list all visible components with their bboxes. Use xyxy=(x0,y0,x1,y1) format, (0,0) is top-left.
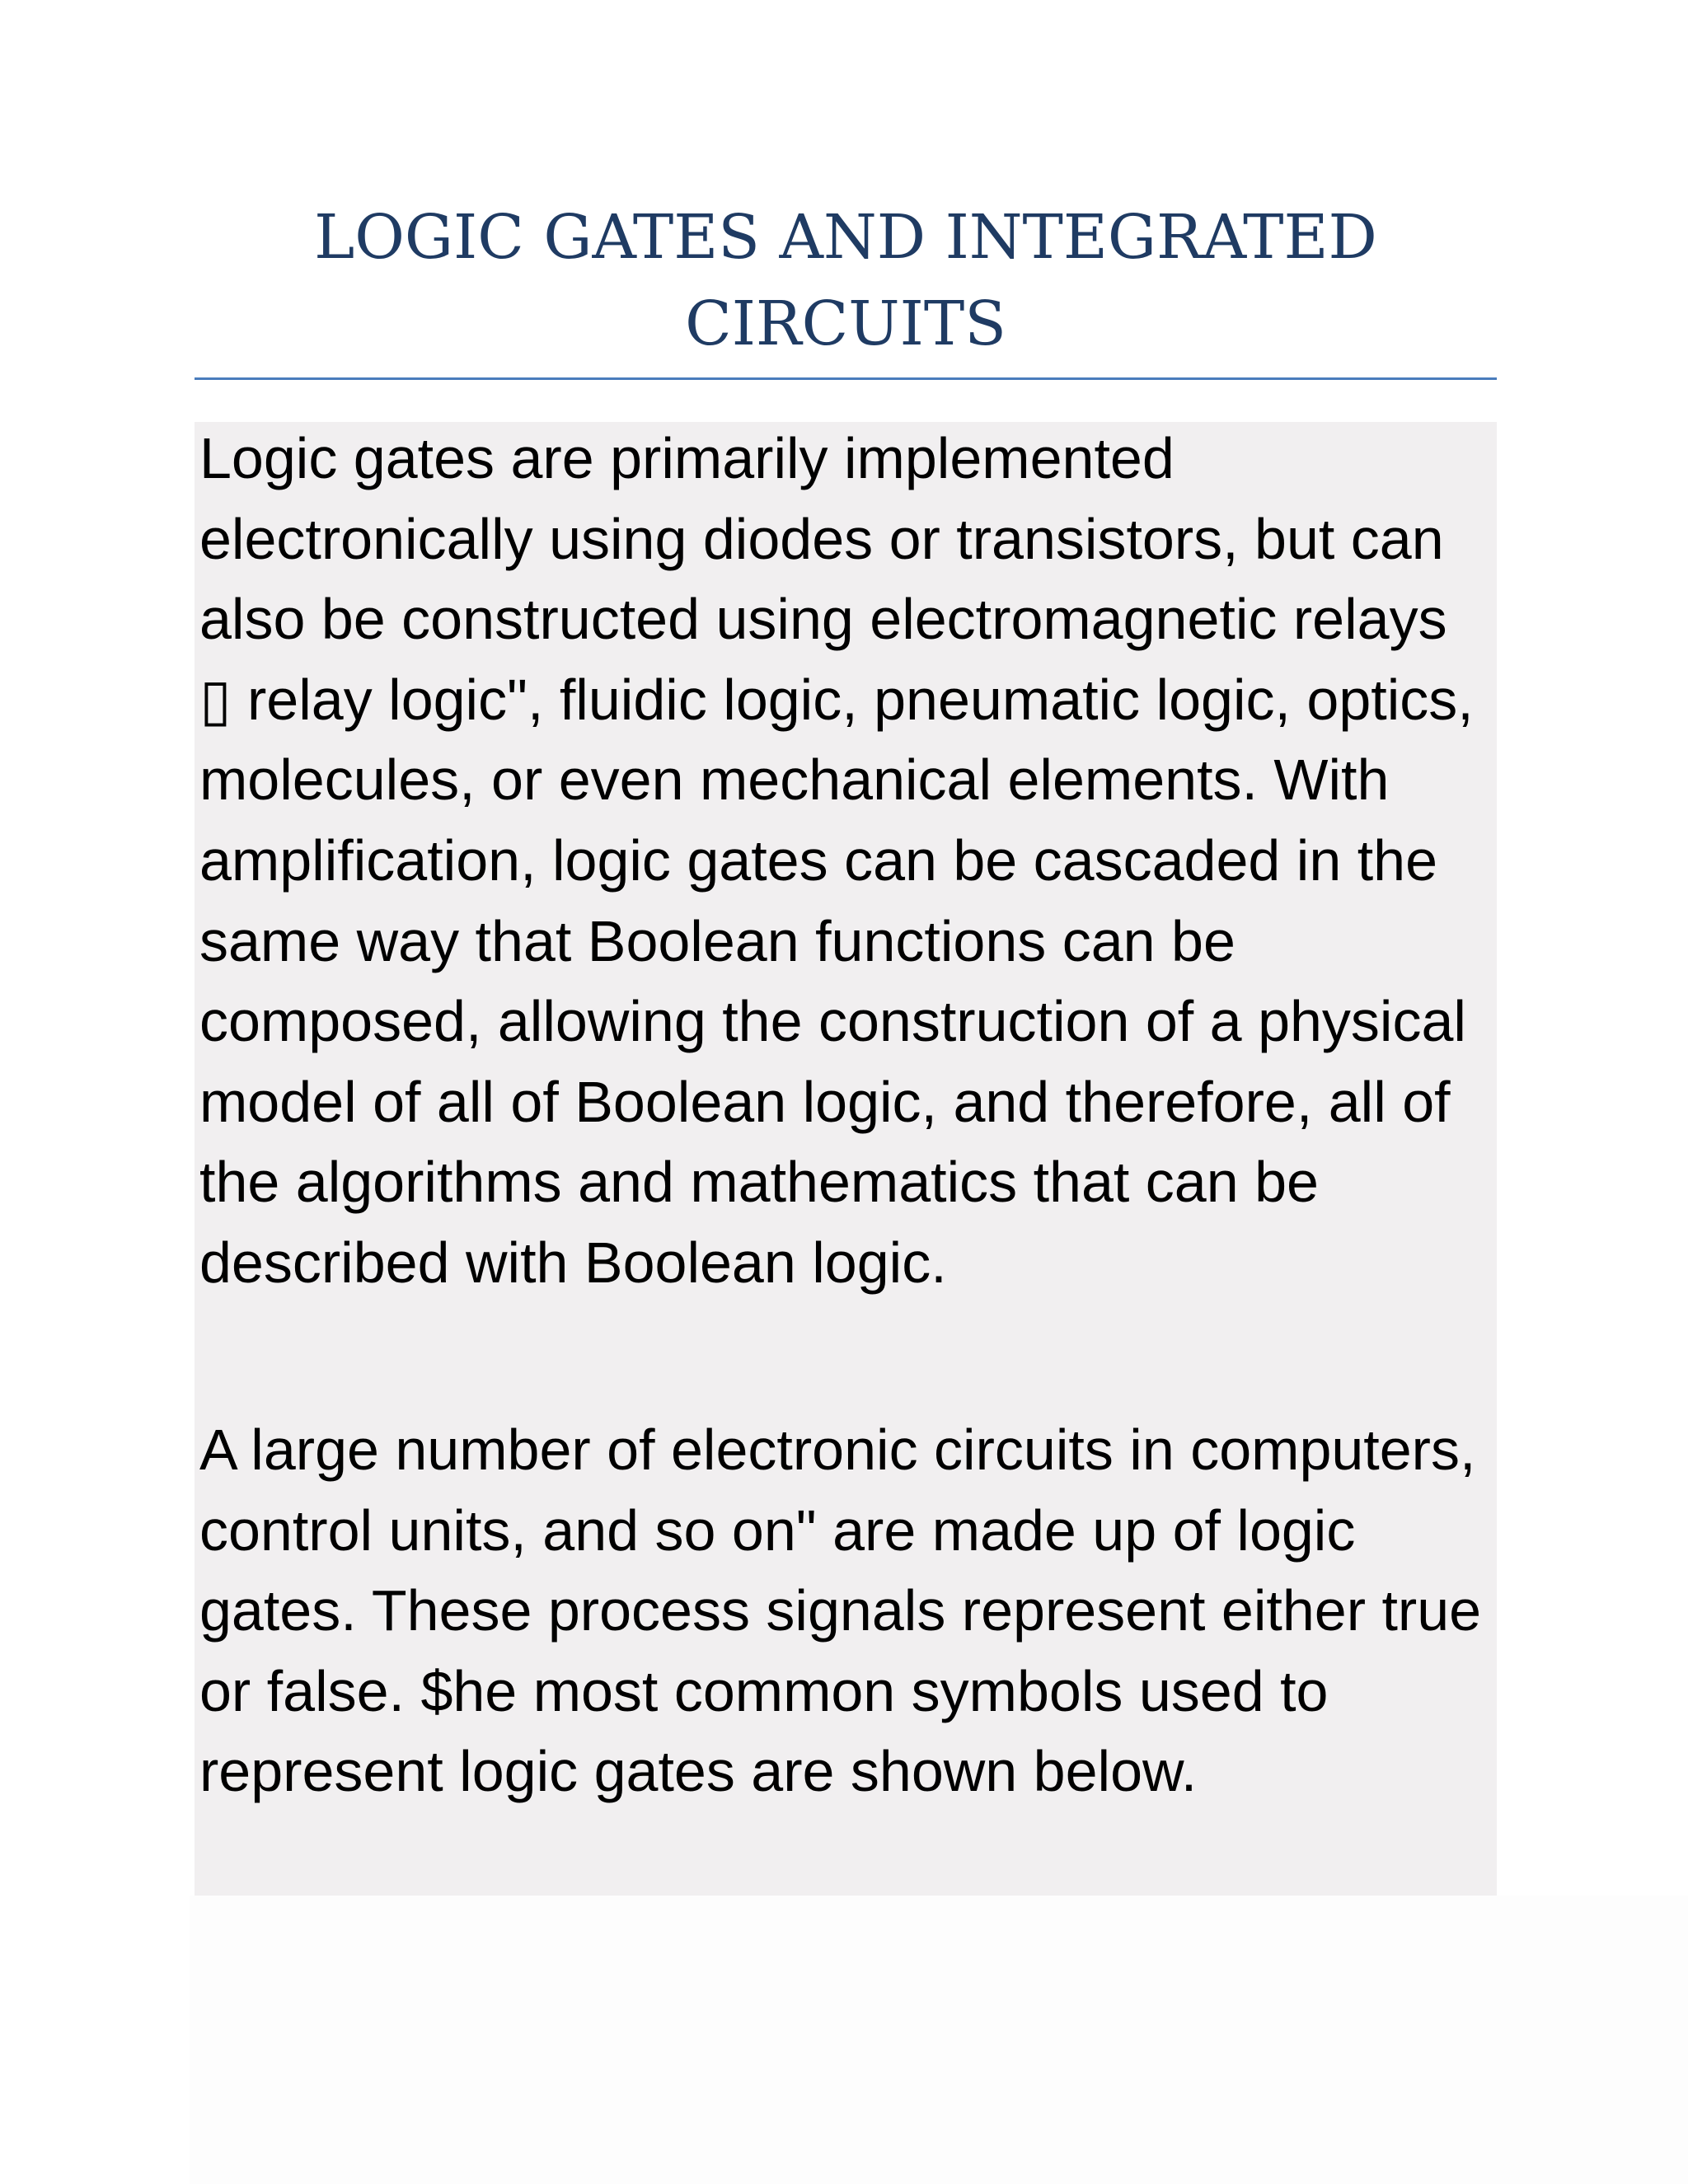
title-divider xyxy=(195,377,1497,380)
paragraph-logic-gates-usage: A large number of electronic circuits in computers, control units, and so on" are made up of logic gates. These process signals represent either true or false. $he most common symbols used to represent logic gates are shown below. xyxy=(199,1418,1482,1804)
page-title: LOGIC GATES AND INTEGRATED CIRCUITS xyxy=(314,202,1377,359)
page-shadow xyxy=(190,1896,1688,2184)
paragraph-logic-gates-implementation: Logic gates are primarily implemented electronically using diodes or transistors, but can also be constructed using electromagnetic relays ▯ relay logic", fluidic logic, pneumatic logic, optics, molecules, or even mechanical elements. With amplification, logic gates can be cascaded in the same way that Boolean functions can be composed, allowing the construction of a physical model of all of Boolean logic, and therefore, all of the algorithms and mathematics that can be described with Boolean logic. xyxy=(199,426,1474,1295)
